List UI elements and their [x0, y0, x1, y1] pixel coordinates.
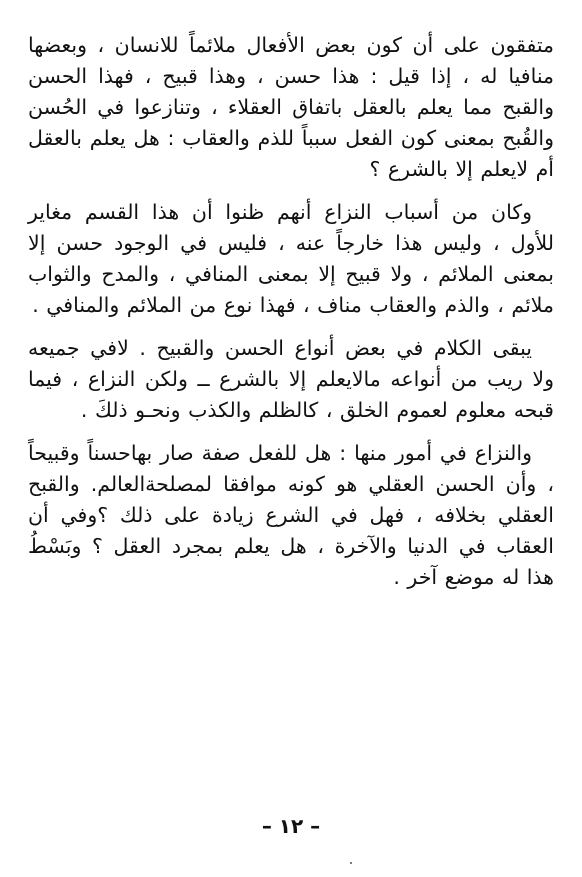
- page-number: – ١٢ –: [261, 814, 321, 838]
- paragraph-1: متفقون على أن كون بعض الأفعال ملائماً للانسان ، وبعضها منافيا له ، إذا قيل : هذا حسن ، وهذا قبيح ، فهذا الحسن والقبح مما يعلم بالعقل باتفاق العقلاء ، وتنازعوا في الحُسن والقُبح بمعنى كون الفعل سبباً للذم والعقاب : هل يعلم بالعقل أم لايعلم إلا بالشرع ؟: [28, 33, 554, 181]
- paragraph-4: والنزاع في أمور منها : هل للفعل صفة صار بهاحسناً وقبيحاً ، وأن الحسن العقلي هو كونه موافقا لمصلحةالعالم. والقبح العقلي بخلافه ، فهل في الشرع زيادة على ذلك ؟وفي أن العقاب في الدنيا والآخرة ، هل يعلم بمجرد العقل ؟ وبَسْطُ هذا له موضع آخر .: [28, 441, 554, 589]
- scan-speck: [350, 862, 352, 864]
- paragraph-2: وكان من أسباب النزاع أنهم ظنوا أن هذا القسم مغاير للأول ، وليس هذا خارجاً عنه ، فليس في الوجود حسن إلا بمعنى الملائم ، ولا قبيح إلا بمعنى المنافي ، والمدح والثواب ملائم ، والذم والعقاب مناف ، فهذا نوع من الملائم والمنافي .: [28, 200, 554, 317]
- paragraph-3: يبقى الكلام في بعض أنواع الحسن والقبيح . لافي جميعه ولا ريب من أنواعه مالايعلم إلا بالشرع ــ ولكن النزاع ، فيما قبحه معلوم لعموم الخلق ، كالظلم والكذب ونحـو ذلكَ .: [28, 336, 554, 422]
- text-body: [28, 30, 554, 593]
